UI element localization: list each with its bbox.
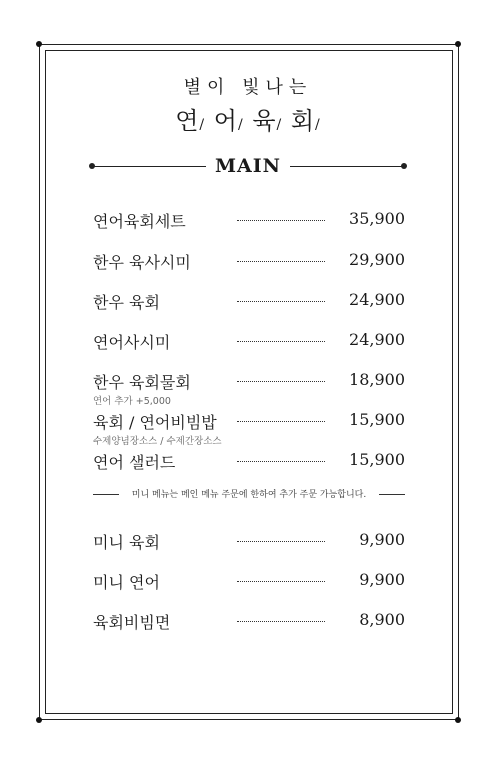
menu-item-price: 35,900 [349,209,405,228]
title-slash: / [315,117,321,133]
menu-item-name: 한우 육회 [93,293,160,312]
menu-item [93,330,405,370]
menu-item-name: 연어육회세트 [93,212,186,231]
menu-item [93,410,405,450]
menu-item [93,370,405,410]
menu-item-price: 9,900 [359,570,405,589]
leader-dots [237,541,325,542]
menu-item-option: 수제양념장소스 / 수제간장소스 [93,436,222,447]
menu-item [93,250,405,290]
menu-item-name: 한우 육사시미 [93,253,191,272]
leader-dots [237,581,325,582]
menu-item-name: 육회비빔면 [93,613,171,632]
corner-dot-icon [455,41,461,47]
menu-item-price: 15,900 [349,410,405,429]
leader-dots [237,461,325,462]
title-slash: / [237,117,244,133]
note-rule-right [379,494,405,495]
menu-item-price: 24,900 [349,330,405,349]
leader-dots [237,341,325,342]
menu-item [93,610,405,650]
title-slash: / [276,117,283,133]
menu-item-name: 한우 육회물회 [93,373,191,392]
menu-subtitle: 별이 빛나는 [183,77,313,98]
menu-item-price: 29,900 [349,250,405,269]
menu-item-price: 15,900 [349,450,405,469]
menu-item-price: 24,900 [349,290,405,309]
menu-title [0,101,496,136]
mini-menu-note [93,487,405,501]
menu-item-name: 연어사시미 [93,333,171,352]
title-char: 회 [290,107,316,135]
menu-item-name: 육회 / 연어비빔밥 [93,413,217,432]
rule-dot-icon [401,163,407,169]
title-char: 어 [213,107,238,135]
section-rule-right [290,166,403,167]
leader-dots [237,421,325,422]
menu-item [93,450,405,490]
menu-item [93,530,405,570]
leader-dots [237,220,325,221]
menu-item [93,290,405,330]
menu-item-name: 미니 연어 [93,573,160,592]
leader-dots [237,621,325,622]
leader-dots [237,301,325,302]
menu-item-option: 연어 추가 +5,000 [93,396,171,407]
menu-item-name: 미니 육회 [93,533,160,552]
menu-item [93,570,405,610]
title-char: 육 [252,107,277,135]
menu-item-price: 9,900 [359,530,405,549]
menu-item-price: 18,900 [349,370,405,389]
section-label: MAIN [214,155,282,177]
menu-item [93,209,405,249]
leader-dots [237,261,325,262]
menu-item-name: 연어 샐러드 [93,453,176,472]
corner-dot-icon [36,717,42,723]
leader-dots [237,381,325,382]
note-text: 미니 메뉴는 메인 메뉴 주문에 한하여 추가 주문 가능합니다. [131,490,367,500]
title-slash: / [199,117,206,133]
menu-item-price: 8,900 [359,610,405,629]
corner-dot-icon [455,717,461,723]
title-char: 연 [175,107,200,135]
corner-dot-icon [36,41,42,47]
